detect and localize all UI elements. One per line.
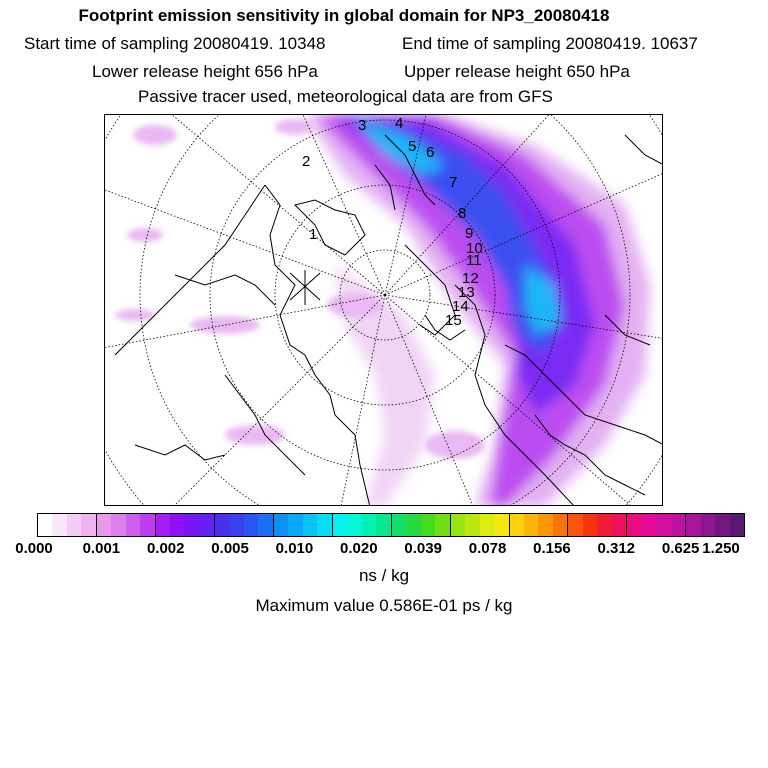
colorbar-cell <box>509 514 524 536</box>
traj-label-1: 1 <box>309 226 318 243</box>
traj-label-9: 9 <box>465 225 474 242</box>
colorbar-cell <box>67 514 81 536</box>
map-panel <box>104 114 663 506</box>
colorbar-cell <box>214 514 229 536</box>
colorbar-tick: 0.625 <box>661 540 700 557</box>
upper-release-height: Upper release height 650 hPa <box>404 62 630 81</box>
colorbar-cell <box>524 514 538 536</box>
traj-label-13: 13 <box>458 284 475 301</box>
colorbar-cell <box>244 514 258 536</box>
plot-title: Footprint emission sensitivity in global domain for NP3_20080418 <box>78 6 610 25</box>
colorbar-cell <box>642 514 656 536</box>
colorbar-cell <box>701 514 715 536</box>
colorbar-cell <box>229 514 243 536</box>
colorbar-cell <box>258 514 272 536</box>
traj-label-12: 12 <box>462 270 479 287</box>
colorbar-units: ns / kg <box>358 566 410 585</box>
colorbar-cell <box>715 514 729 536</box>
colorbar-cell <box>96 514 111 536</box>
traj-label-4: 4 <box>395 115 404 132</box>
colorbar-cell <box>671 514 685 536</box>
release-location-marker <box>290 270 320 305</box>
colorbar-cell <box>317 514 331 536</box>
colorbar-cell <box>273 514 288 536</box>
colorbar-cell <box>538 514 552 536</box>
colorbar-cell <box>685 514 700 536</box>
lower-release-height: Lower release height 656 hPa <box>92 62 318 81</box>
traj-label-6: 6 <box>426 144 435 161</box>
colorbar-cell <box>730 514 744 536</box>
colorbar-tick: 0.020 <box>340 540 378 557</box>
colorbar-cell <box>480 514 494 536</box>
colorbar-cell <box>391 514 406 536</box>
colorbar-cell <box>140 514 154 536</box>
maximum-value: Maximum value 0.586E-01 ps / kg <box>255 596 513 615</box>
colorbar-cell <box>288 514 302 536</box>
traj-label-10: 10 <box>466 240 483 257</box>
traj-label-11: 11 <box>466 252 482 269</box>
colorbar-cell <box>185 514 199 536</box>
colorbar-cell <box>435 514 449 536</box>
traj-label-14: 14 <box>452 298 469 315</box>
colorbar-cell <box>347 514 361 536</box>
colorbar-cell <box>583 514 597 536</box>
colorbar-tick: 0.010 <box>275 540 314 557</box>
colorbar-cell <box>111 514 125 536</box>
colorbar-cell <box>406 514 420 536</box>
traj-label-8: 8 <box>458 205 467 222</box>
colorbar-cell <box>567 514 582 536</box>
colorbar-tick: 0.000 <box>15 540 53 557</box>
colorbar-cell <box>465 514 479 536</box>
colorbar-cell <box>303 514 317 536</box>
colorbar-cell <box>155 514 170 536</box>
traj-label-3: 3 <box>358 117 367 134</box>
traj-label-5: 5 <box>408 138 417 155</box>
colorbar-cell <box>332 514 347 536</box>
colorbar-cell <box>81 514 95 536</box>
colorbar-cell <box>494 514 508 536</box>
colorbar-cell <box>126 514 140 536</box>
traj-label-2: 2 <box>302 153 311 170</box>
colorbar-tick: 0.312 <box>597 540 636 557</box>
colorbar-tick: 0.002 <box>146 540 185 557</box>
colorbar-cell <box>450 514 465 536</box>
colorbar-cell <box>612 514 626 536</box>
colorbar-tick: 1.250 <box>702 540 740 557</box>
colorbar-cell <box>38 514 52 536</box>
colorbar-cell <box>52 514 66 536</box>
colorbar-cell <box>553 514 567 536</box>
colorbar-cell <box>421 514 435 536</box>
colorbar-tick: 0.078 <box>468 540 507 557</box>
colorbar-tick: 0.005 <box>211 540 249 557</box>
colorbar-cell <box>597 514 611 536</box>
colorbar-cell <box>376 514 390 536</box>
colorbar-cell <box>362 514 376 536</box>
colorbar-tick: 0.001 <box>82 540 121 557</box>
colorbar-cell <box>170 514 184 536</box>
traj-label-15: 15 <box>445 312 462 329</box>
end-time: End time of sampling 20080419. 10637 <box>402 34 698 53</box>
colorbar-tick: 0.039 <box>404 540 442 557</box>
traj-label-7: 7 <box>449 174 458 191</box>
colorbar-cell <box>656 514 670 536</box>
start-time: Start time of sampling 20080419. 10348 <box>24 34 326 53</box>
map-canvas <box>105 115 663 506</box>
colorbar-cell <box>199 514 213 536</box>
colorbar <box>37 513 745 537</box>
tracer-info: Passive tracer used, meteorological data are from GFS <box>138 87 553 106</box>
colorbar-tick: 0.156 <box>533 540 571 557</box>
colorbar-cell <box>626 514 641 536</box>
